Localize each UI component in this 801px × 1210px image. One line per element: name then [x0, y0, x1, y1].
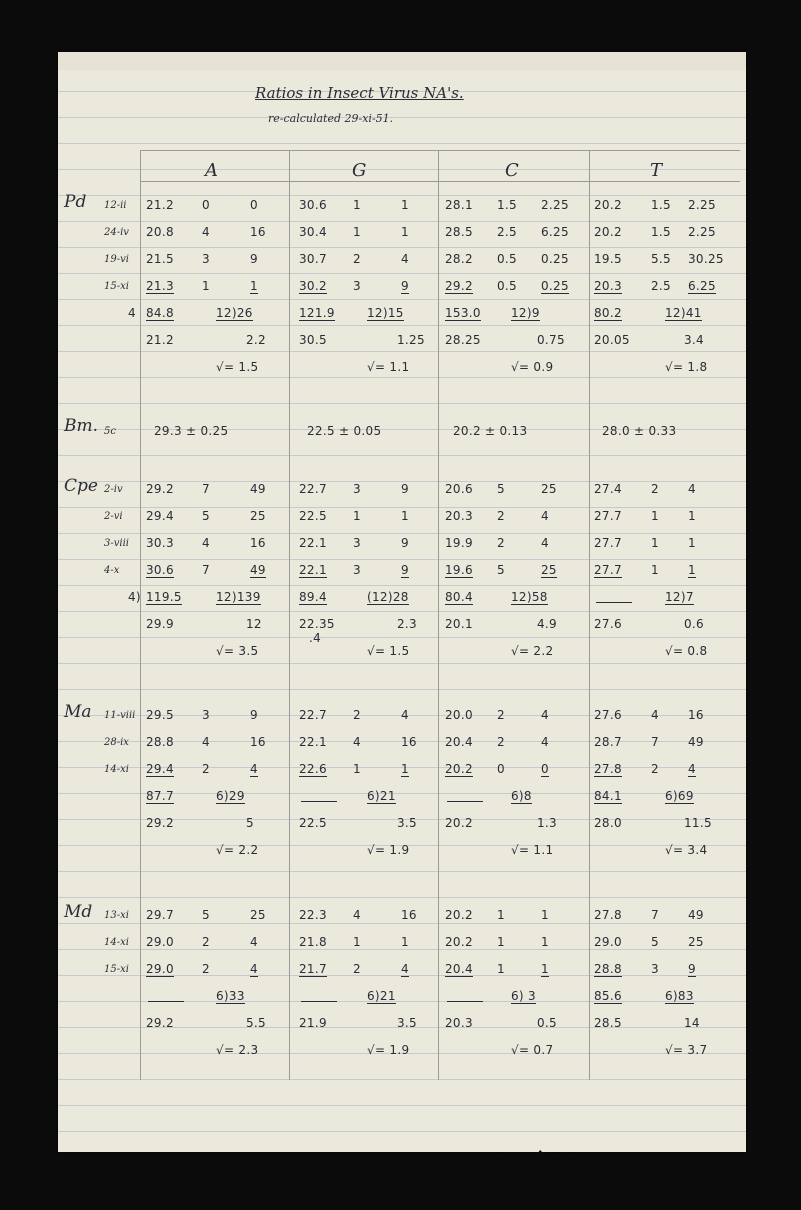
cell-value: 2.25 [541, 198, 569, 212]
std-deviation: √= 3.7 [665, 1043, 708, 1057]
sum-of-squares: 6)69 [665, 789, 694, 803]
cell-value: 2 [651, 762, 659, 776]
column-sum: 87.7 [146, 789, 174, 803]
variance: 3.4 [684, 333, 704, 347]
variance: 14 [684, 1016, 700, 1030]
cell-value: 27.8 [594, 762, 622, 776]
cell-value: 4 [651, 708, 659, 722]
cell-value: 5 [497, 482, 505, 496]
cell-value: 1 [688, 563, 696, 577]
column-mean: 29.2 [146, 816, 174, 830]
std-deviation: √= 2.2 [216, 843, 259, 857]
cell-value: 22.1 [299, 536, 327, 550]
cell-value: 30.4 [299, 225, 327, 239]
cell-value: 1 [401, 198, 409, 212]
cell-value: 28.5 [445, 225, 473, 239]
cell-value: 49 [688, 908, 704, 922]
cell-value: 22.5 [299, 509, 327, 523]
cell-value: 4 [541, 509, 549, 523]
std-deviation: √= 1.5 [216, 360, 259, 374]
cell-value: 28.8 [594, 962, 622, 976]
cell-value: 25 [250, 908, 266, 922]
column-header-g: G [352, 160, 367, 181]
blank-underline [301, 801, 337, 802]
column-mean: 22.5 [299, 816, 327, 830]
variance: 0.6 [684, 617, 704, 631]
row-date: 14-xi [104, 937, 129, 948]
std-deviation: √= 1.1 [367, 360, 410, 374]
cell-value: 19.6 [445, 563, 473, 577]
header-rule [140, 150, 740, 151]
cell-value: 1 [353, 225, 361, 239]
row-date: 14-xi [104, 764, 129, 775]
column-sum: 121.9 [299, 306, 335, 320]
group-label: Md [64, 902, 93, 922]
cell-value: 20.4 [445, 962, 473, 976]
column-mean: 30.5 [299, 333, 327, 347]
row-date: 15-xi [104, 281, 129, 292]
variance: 11.5 [684, 816, 712, 830]
row-date: 19-vi [104, 254, 129, 265]
std-deviation: √= 1.9 [367, 843, 410, 857]
column-divider [289, 150, 290, 1080]
cell-value: 2.25 [688, 198, 716, 212]
variance: 4.9 [537, 617, 557, 631]
cell-value: 4 [353, 908, 361, 922]
mean-with-error: 28.0 ± 0.33 [602, 424, 677, 438]
column-mean: 29.9 [146, 617, 174, 631]
cell-value: 21.2 [146, 198, 174, 212]
cell-value: 2.25 [688, 225, 716, 239]
column-mean: 28.0 [594, 816, 622, 830]
row-date: 11-viii [104, 710, 136, 721]
group-label: Ma [64, 702, 92, 722]
cell-value: 0 [497, 762, 505, 776]
cell-value: 20.2 [445, 935, 473, 949]
cell-value: 20.2 [445, 908, 473, 922]
cell-value: 20.0 [445, 708, 473, 722]
cell-value: 1 [497, 962, 505, 976]
cell-value: 4 [250, 962, 258, 976]
cell-value: 30.7 [299, 252, 327, 266]
row-date: 12-ii [104, 200, 127, 211]
cell-value: 19.9 [445, 536, 473, 550]
mean-with-error: 29.3 ± 0.25 [154, 424, 229, 438]
cell-value: 4 [202, 536, 210, 550]
cell-value: 21.7 [299, 962, 327, 976]
column-header-c: C [505, 160, 519, 181]
cell-value: 29.4 [146, 762, 174, 776]
variance: 12 [246, 617, 262, 631]
sum-of-squares: 6)83 [665, 989, 694, 1003]
cell-value: 1 [541, 962, 549, 976]
cell-value: 25 [541, 563, 557, 577]
cell-value: 1 [353, 935, 361, 949]
cell-value: 5 [651, 935, 659, 949]
column-divider [438, 150, 439, 1080]
cell-value: 5 [202, 908, 210, 922]
page-title: Ratios in Insect Virus NA's. [255, 84, 464, 102]
cell-value: 1.5 [497, 198, 517, 212]
sum-of-squares: 12)7 [665, 590, 694, 604]
cell-value: 2 [651, 482, 659, 496]
cell-value: 2 [353, 962, 361, 976]
group-label: Cpe [64, 476, 98, 496]
sum-of-squares: 6)21 [367, 989, 396, 1003]
variance: 2.2 [246, 333, 266, 347]
cell-value: 4 [541, 708, 549, 722]
cell-value: 3 [353, 563, 361, 577]
cell-value: 4 [401, 962, 409, 976]
std-deviation: √= 3.5 [216, 644, 259, 658]
cell-value: 30.25 [688, 252, 724, 266]
cell-value: 7 [651, 735, 659, 749]
cell-value: 20.2 [594, 198, 622, 212]
variance: 1.25 [397, 333, 425, 347]
variance: 3.5 [397, 1016, 417, 1030]
cell-value: 22.1 [299, 563, 327, 577]
cell-value: 4 [541, 536, 549, 550]
cell-value: 29.2 [445, 279, 473, 293]
column-divider [140, 150, 141, 1080]
cell-value: 0.25 [541, 252, 569, 266]
cell-value: 4 [688, 762, 696, 776]
column-sum: 89.4 [299, 590, 327, 604]
cell-value: 21.5 [146, 252, 174, 266]
variance: 5.5 [246, 1016, 266, 1030]
column-mean: 20.2 [445, 816, 473, 830]
std-deviation: √= 0.8 [665, 644, 708, 658]
cell-value: 6.25 [541, 225, 569, 239]
cell-value: 3 [353, 536, 361, 550]
cell-value: 28.8 [146, 735, 174, 749]
column-mean: 28.25 [445, 333, 481, 347]
cell-value: 27.7 [594, 509, 622, 523]
column-header-t: T [650, 160, 663, 181]
std-deviation: √= 2.3 [216, 1043, 259, 1057]
cell-value: 20.4 [445, 735, 473, 749]
variance: 2.3 [397, 617, 417, 631]
cell-value: 3 [353, 279, 361, 293]
cell-value: 27.4 [594, 482, 622, 496]
cell-value: 1 [541, 908, 549, 922]
std-deviation: √= 3.4 [665, 843, 708, 857]
row-date: 13-xi [104, 910, 129, 921]
sum-of-squares: 12)58 [511, 590, 548, 604]
cell-value: 22.6 [299, 762, 327, 776]
std-deviation: √= 1.1 [511, 843, 554, 857]
variance: 0.75 [537, 333, 565, 347]
sum-of-squares: 12)41 [665, 306, 702, 320]
cell-value: 22.3 [299, 908, 327, 922]
cell-value: 22.7 [299, 708, 327, 722]
cell-value: 29.0 [146, 962, 174, 976]
cell-value: 19.5 [594, 252, 622, 266]
cell-value: 3 [651, 962, 659, 976]
cell-value: 0.5 [497, 252, 517, 266]
cell-value: 21.8 [299, 935, 327, 949]
column-sum: 80.4 [445, 590, 473, 604]
column-sum: 84.1 [594, 789, 622, 803]
cell-value: 49 [688, 735, 704, 749]
cell-value: 0 [250, 198, 258, 212]
cell-value: 0 [202, 198, 210, 212]
cell-value: 0.5 [497, 279, 517, 293]
cell-value: 22.7 [299, 482, 327, 496]
cell-value: 22.1 [299, 735, 327, 749]
cell-value: 5.5 [651, 252, 671, 266]
cell-value: 16 [401, 908, 417, 922]
column-header-a: A [205, 160, 218, 181]
column-sum: 84.8 [146, 306, 174, 320]
sum-of-squares: 6)29 [216, 789, 245, 803]
cell-value: 1 [651, 509, 659, 523]
row-date: 4-x [104, 565, 120, 576]
cell-value: 0.25 [541, 279, 569, 293]
cell-value: 25 [541, 482, 557, 496]
sum-divisor: 4) [128, 590, 141, 604]
cell-value: 9 [250, 252, 258, 266]
torn-edge [468, 1150, 588, 1210]
cell-value: 2 [202, 962, 210, 976]
cell-value: 27.8 [594, 908, 622, 922]
cell-value: 2.5 [651, 279, 671, 293]
cell-value: 1 [353, 198, 361, 212]
mean-with-error: 22.5 ± 0.05 [307, 424, 382, 438]
sum-of-squares: 6)21 [367, 789, 396, 803]
cell-value: 1 [401, 509, 409, 523]
column-mean: 29.2 [146, 1016, 174, 1030]
blank-underline [447, 1001, 483, 1002]
sum-of-squares: 6) 3 [511, 989, 536, 1003]
cell-value: 29.2 [146, 482, 174, 496]
cell-value: 4 [401, 252, 409, 266]
page-subtitle: re-calculated 29-xi-51. [268, 112, 394, 125]
cell-value: 27.7 [594, 536, 622, 550]
cell-value: 2 [202, 762, 210, 776]
cell-value: 16 [250, 536, 266, 550]
variance: 5 [246, 816, 254, 830]
std-deviation: √= 1.9 [367, 1043, 410, 1057]
sum-divisor: 4 [128, 306, 136, 320]
std-deviation: √= 0.7 [511, 1043, 554, 1057]
cell-value: 9 [401, 279, 409, 293]
cell-value: 25 [250, 509, 266, 523]
cell-value: 6.25 [688, 279, 716, 293]
column-mean: 20.05 [594, 333, 630, 347]
cell-value: 4 [401, 708, 409, 722]
row-date: 2-vi [104, 511, 123, 522]
variance: 0.5 [537, 1016, 557, 1030]
row-date: 28-ix [104, 737, 129, 748]
row-date: 3-viii [104, 538, 129, 549]
cell-value: 7 [651, 908, 659, 922]
cell-value: 16 [688, 708, 704, 722]
cell-value: 5 [202, 509, 210, 523]
cell-value: 4 [202, 225, 210, 239]
cell-value: 1 [651, 536, 659, 550]
cell-value: 9 [401, 563, 409, 577]
blank-underline [596, 602, 632, 603]
column-mean: 21.2 [146, 333, 174, 347]
cell-value: 4 [541, 735, 549, 749]
cell-value: 16 [250, 225, 266, 239]
header-rule [140, 181, 740, 182]
cell-value: 27.6 [594, 708, 622, 722]
cell-value: 16 [401, 735, 417, 749]
cell-value: 1 [497, 908, 505, 922]
cell-value: 5 [497, 563, 505, 577]
cell-value: 1.5 [651, 198, 671, 212]
cell-value: 2.5 [497, 225, 517, 239]
cell-value: 1 [401, 762, 409, 776]
cell-value: 21.3 [146, 279, 174, 293]
cell-value: 9 [250, 708, 258, 722]
std-deviation: √= 1.8 [665, 360, 708, 374]
std-deviation: √= 0.9 [511, 360, 554, 374]
cell-value: 4 [250, 762, 258, 776]
cell-value: 1 [401, 225, 409, 239]
cell-value: 20.3 [594, 279, 622, 293]
mean-with-error: 20.2 ± 0.13 [453, 424, 528, 438]
sum-of-squares: 12)26 [216, 306, 253, 320]
column-sum: 119.5 [146, 590, 182, 604]
cell-value: 20.8 [146, 225, 174, 239]
column-mean: 20.1 [445, 617, 473, 631]
cell-value: 4 [353, 735, 361, 749]
cell-value: 9 [401, 482, 409, 496]
cell-value: 9 [401, 536, 409, 550]
cell-value: 1.5 [651, 225, 671, 239]
cell-value: 3 [202, 708, 210, 722]
cell-value: 29.7 [146, 908, 174, 922]
cell-value: 28.1 [445, 198, 473, 212]
cell-value: 16 [250, 735, 266, 749]
cell-value: 29.4 [146, 509, 174, 523]
column-divider [589, 150, 590, 1080]
cell-value: 28.7 [594, 735, 622, 749]
cell-value: 1 [250, 279, 258, 293]
cell-value: 1 [202, 279, 210, 293]
std-deviation: √= 1.5 [367, 644, 410, 658]
cell-value: 1 [401, 935, 409, 949]
sum-of-squares: 12)139 [216, 590, 261, 604]
row-date: 2-iv [104, 484, 123, 495]
cell-value: 2 [202, 935, 210, 949]
cell-value: 20.2 [445, 762, 473, 776]
column-sum: 153.0 [445, 306, 481, 320]
cell-value: 49 [250, 482, 266, 496]
sum-of-squares: 12)9 [511, 306, 540, 320]
sum-of-squares: (12)28 [367, 590, 409, 604]
column-mean: 22.35 [299, 617, 335, 631]
column-sum: 85.6 [594, 989, 622, 1003]
cell-value: 2 [497, 536, 505, 550]
sum-of-squares: 12)15 [367, 306, 404, 320]
cell-value: 4 [688, 482, 696, 496]
cell-value: 30.6 [299, 198, 327, 212]
cell-value: 1 [651, 563, 659, 577]
cell-value: 29.0 [594, 935, 622, 949]
row-date: 24-iv [104, 227, 129, 238]
cell-value: 7 [202, 482, 210, 496]
cell-value: 1 [353, 509, 361, 523]
sum-of-squares: 6)8 [511, 789, 532, 803]
cell-value: 2 [497, 735, 505, 749]
cell-value: 9 [688, 962, 696, 976]
cell-value: 1 [541, 935, 549, 949]
cell-value: 30.6 [146, 563, 174, 577]
std-deviation: √= 2.2 [511, 644, 554, 658]
cell-value: 20.2 [594, 225, 622, 239]
cell-value: 29.5 [146, 708, 174, 722]
sum-of-squares: 6)33 [216, 989, 245, 1003]
cell-value: 7 [202, 563, 210, 577]
cell-value: 2 [497, 509, 505, 523]
cell-value: 29.0 [146, 935, 174, 949]
group-label: Pd [64, 192, 87, 212]
cell-value: 1 [497, 935, 505, 949]
cell-value: 3 [202, 252, 210, 266]
cell-value: 30.2 [299, 279, 327, 293]
cell-value: 1 [688, 509, 696, 523]
column-mean: 20.3 [445, 1016, 473, 1030]
blank-underline [447, 801, 483, 802]
cell-value: 49 [250, 563, 266, 577]
row-date: 15-xi [104, 964, 129, 975]
cell-value: 2 [497, 708, 505, 722]
mean-note: .4 [309, 631, 322, 645]
column-mean: 28.5 [594, 1016, 622, 1030]
cell-value: 20.3 [445, 509, 473, 523]
cell-value: 25 [688, 935, 704, 949]
cell-value: 30.3 [146, 536, 174, 550]
cell-value: 2 [353, 708, 361, 722]
variance: 1.3 [537, 816, 557, 830]
column-sum: 80.2 [594, 306, 622, 320]
cell-value: 4 [250, 935, 258, 949]
variance: 3.5 [397, 816, 417, 830]
cell-value: 2 [353, 252, 361, 266]
cell-value: 20.6 [445, 482, 473, 496]
cell-value: 3 [353, 482, 361, 496]
cell-value: 28.2 [445, 252, 473, 266]
cell-value: 1 [353, 762, 361, 776]
column-mean: 27.6 [594, 617, 622, 631]
blank-underline [301, 1001, 337, 1002]
blank-underline [148, 1001, 184, 1002]
sample-count: 5c [104, 426, 116, 437]
cell-value: 1 [688, 536, 696, 550]
cell-value: 27.7 [594, 563, 622, 577]
cell-value: 0 [541, 762, 549, 776]
cell-value: 4 [202, 735, 210, 749]
group-label: Bm. [64, 416, 99, 436]
column-mean: 21.9 [299, 1016, 327, 1030]
